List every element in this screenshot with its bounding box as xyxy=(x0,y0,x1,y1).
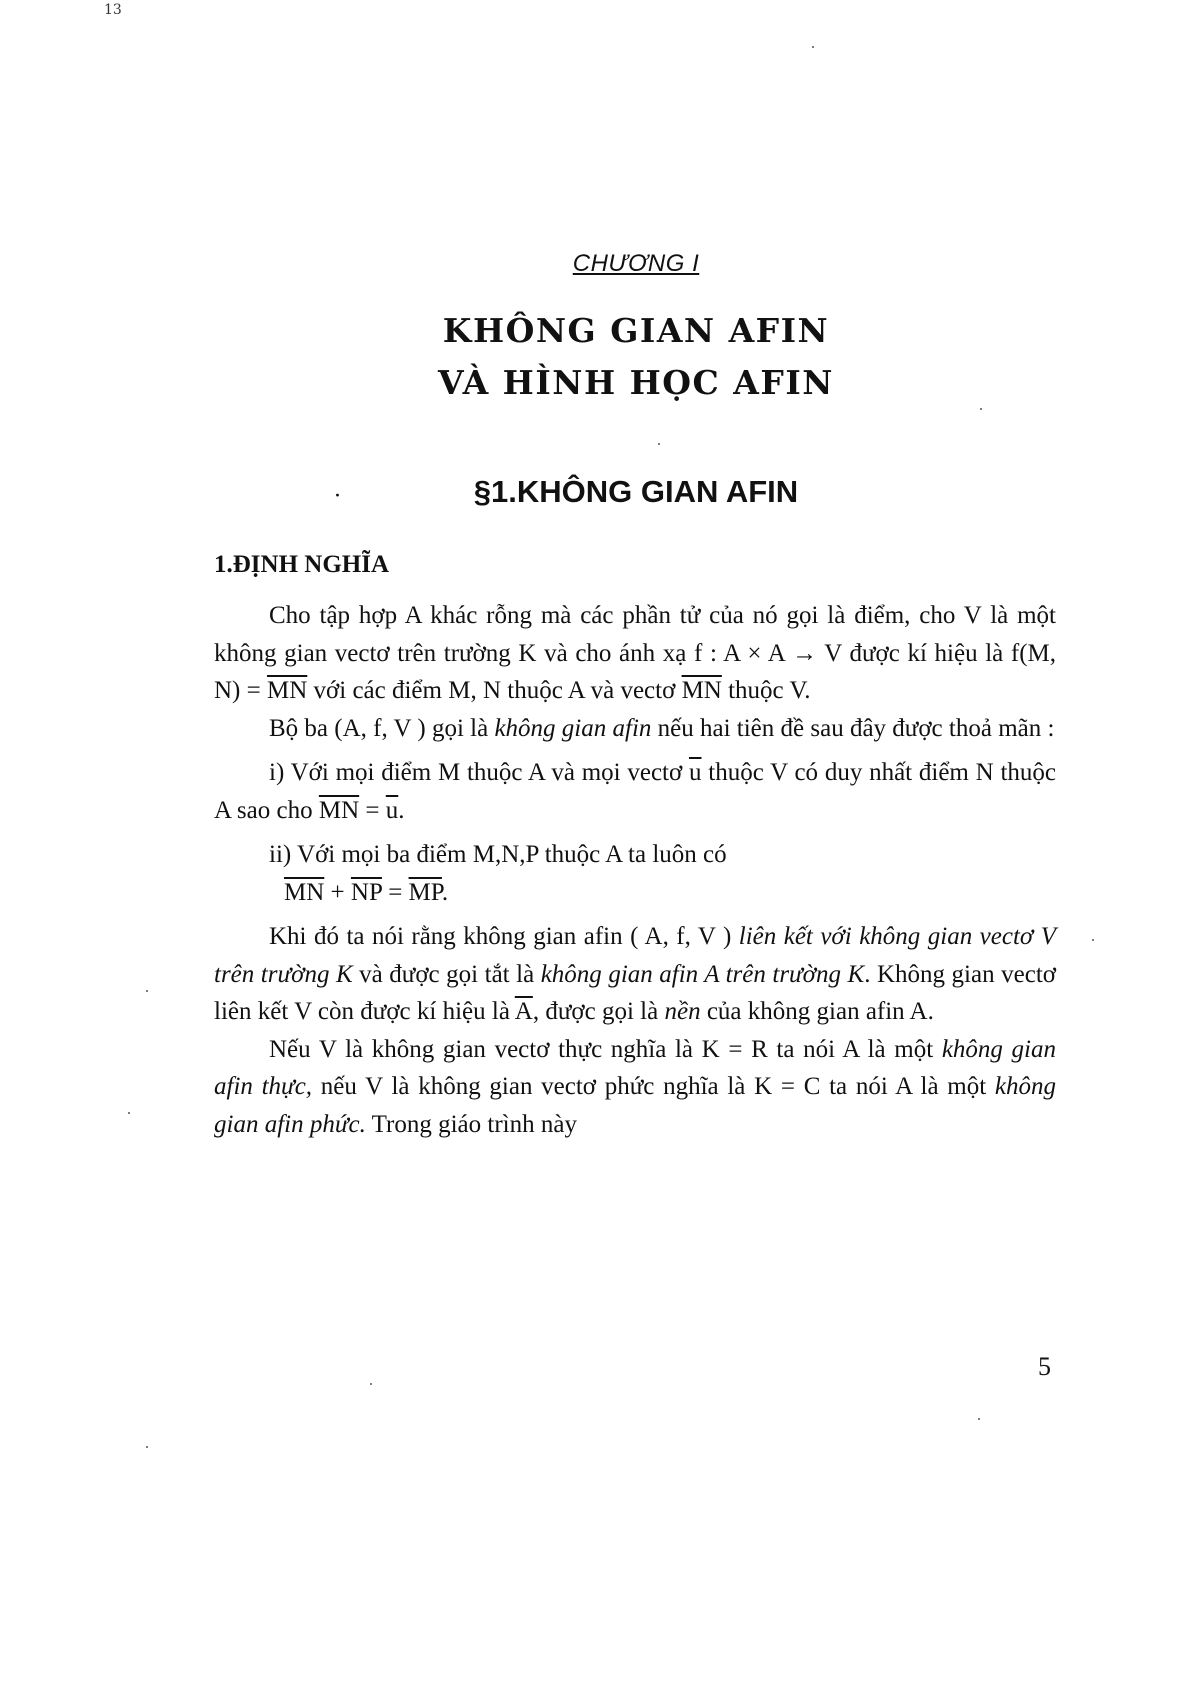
p2-text-2: nếu hai tiên đề sau đây được thoả mãn : xyxy=(651,714,1055,742)
definition-heading: 1.ĐỊNH NGHĨA xyxy=(214,551,390,578)
paragraph-4 xyxy=(214,1031,1056,1144)
scan-speck xyxy=(980,408,982,410)
scan-speck xyxy=(1092,939,1094,941)
p4-text-2: nếu V là không gian vectơ phức nghĩa là K = C ta nói A là một xyxy=(312,1073,995,1100)
p1-text-2: với các điểm M, N thuộc A và vectơ xyxy=(307,677,682,704)
vector-u: $\overline{u}$ xyxy=(688,759,702,786)
axiom-2-label: ii) xyxy=(269,841,292,868)
vector-MN-4: $\overline{MN}$ xyxy=(284,878,325,906)
chapter-title xyxy=(0,305,1191,409)
vector-MN-2: $\overline{MN}$ xyxy=(681,677,722,704)
p3-emphasis-3: nền xyxy=(664,998,701,1025)
p3-emphasis-2: không gian afin A trên trường K xyxy=(540,960,865,988)
p3-text-5: của không gian afin A. xyxy=(700,998,934,1025)
scan-speck xyxy=(658,443,660,445)
scan-speck xyxy=(128,1112,130,1114)
axiom-1 xyxy=(214,754,1056,829)
vector-NP: $\overline{NP}$ xyxy=(350,878,382,906)
p3-text-4: , được gọi là xyxy=(532,998,665,1025)
scan-speck xyxy=(812,46,814,48)
paragraph-2 xyxy=(214,710,1056,748)
vector-MP: $\overline{MP}$ xyxy=(408,878,442,906)
axiom-1-text-4: . xyxy=(398,796,405,824)
p2-text-1: Bộ ba (A, f, V ) gọi là xyxy=(269,714,495,742)
a-bar: $\overline{A}$ xyxy=(514,998,533,1025)
axiom-1-text-2: thuộc V có duy nhất điểm N thuộc A sao cho xyxy=(214,759,1057,824)
axiom-1-label: i) xyxy=(269,759,285,786)
axiom-1-text-1: Với mọi điểm M thuộc A và mọi vectơ xyxy=(284,759,689,786)
p1-text-1: Cho tập hợp A khác rỗng mà các phần tử của nó gọi là điểm, cho V là một không gian vectơ trên trường K và cho ánh xạ f : A × A → V được kí hiệu là f(M, N) = xyxy=(214,602,1056,704)
vector-u-2: $\overline{u}$ xyxy=(385,796,399,824)
paragraph-1 xyxy=(214,597,1056,710)
p4-emphasis-1: không gian afin thực, xyxy=(214,1035,1056,1100)
p4-text-1: Nếu V là không gian vectơ thực nghĩa là K = R ta nói A là một xyxy=(269,1035,942,1063)
scan-speck xyxy=(146,1446,148,1448)
p4-emphasis-2: không gian afin phức. xyxy=(214,1073,1056,1138)
equals-sign: = xyxy=(381,878,409,906)
corner-mark: 13 xyxy=(104,2,122,18)
axiom-1-text-3: = xyxy=(359,796,386,824)
p3-text-1: Khi đó ta nói rằng không gian afin ( A, f, V ) xyxy=(269,923,739,950)
scan-speck xyxy=(978,1418,980,1420)
p3-text-2: và được gọi tắt là xyxy=(352,960,541,988)
chapter-title-line1: KHÔNG GIAN AFIN xyxy=(442,311,830,350)
chapter-label: CHƯƠNG I xyxy=(572,250,700,277)
body-text xyxy=(214,597,1056,1143)
axiom-2-equation xyxy=(214,874,1056,912)
vector-MN: $\overline{MN}$ xyxy=(266,677,308,704)
chapter-title-line2: VÀ HÌNH HỌC AFIN xyxy=(438,363,834,402)
plus-sign: + xyxy=(324,878,351,906)
axiom-2-text: Với mọi ba điểm M,N,P thuộc A ta luôn có xyxy=(291,841,727,868)
p3-emphasis-1: liên kết với không gian vectơ V trên trường K xyxy=(214,923,1056,988)
vector-MN-3: $\overline{MN}$ xyxy=(318,796,360,824)
p1-text-3: thuộc V. xyxy=(721,677,811,704)
paragraph-3 xyxy=(214,918,1056,1031)
page-number: 5 xyxy=(1038,1352,1051,1381)
axiom-2 xyxy=(214,836,1056,874)
p4-text-3: Trong giáo trình này xyxy=(365,1110,577,1138)
scan-speck xyxy=(146,990,148,992)
section-title: §1.KHÔNG GIAN AFIN xyxy=(473,474,799,509)
scan-speck xyxy=(370,1383,372,1385)
p2-emphasis: không gian afin xyxy=(494,714,652,742)
equation-end: . xyxy=(441,878,449,906)
stray-dot: · xyxy=(334,484,341,509)
p3-text-3: . Không gian vectơ liên kết V còn được kí hiệu là xyxy=(214,960,1056,1025)
